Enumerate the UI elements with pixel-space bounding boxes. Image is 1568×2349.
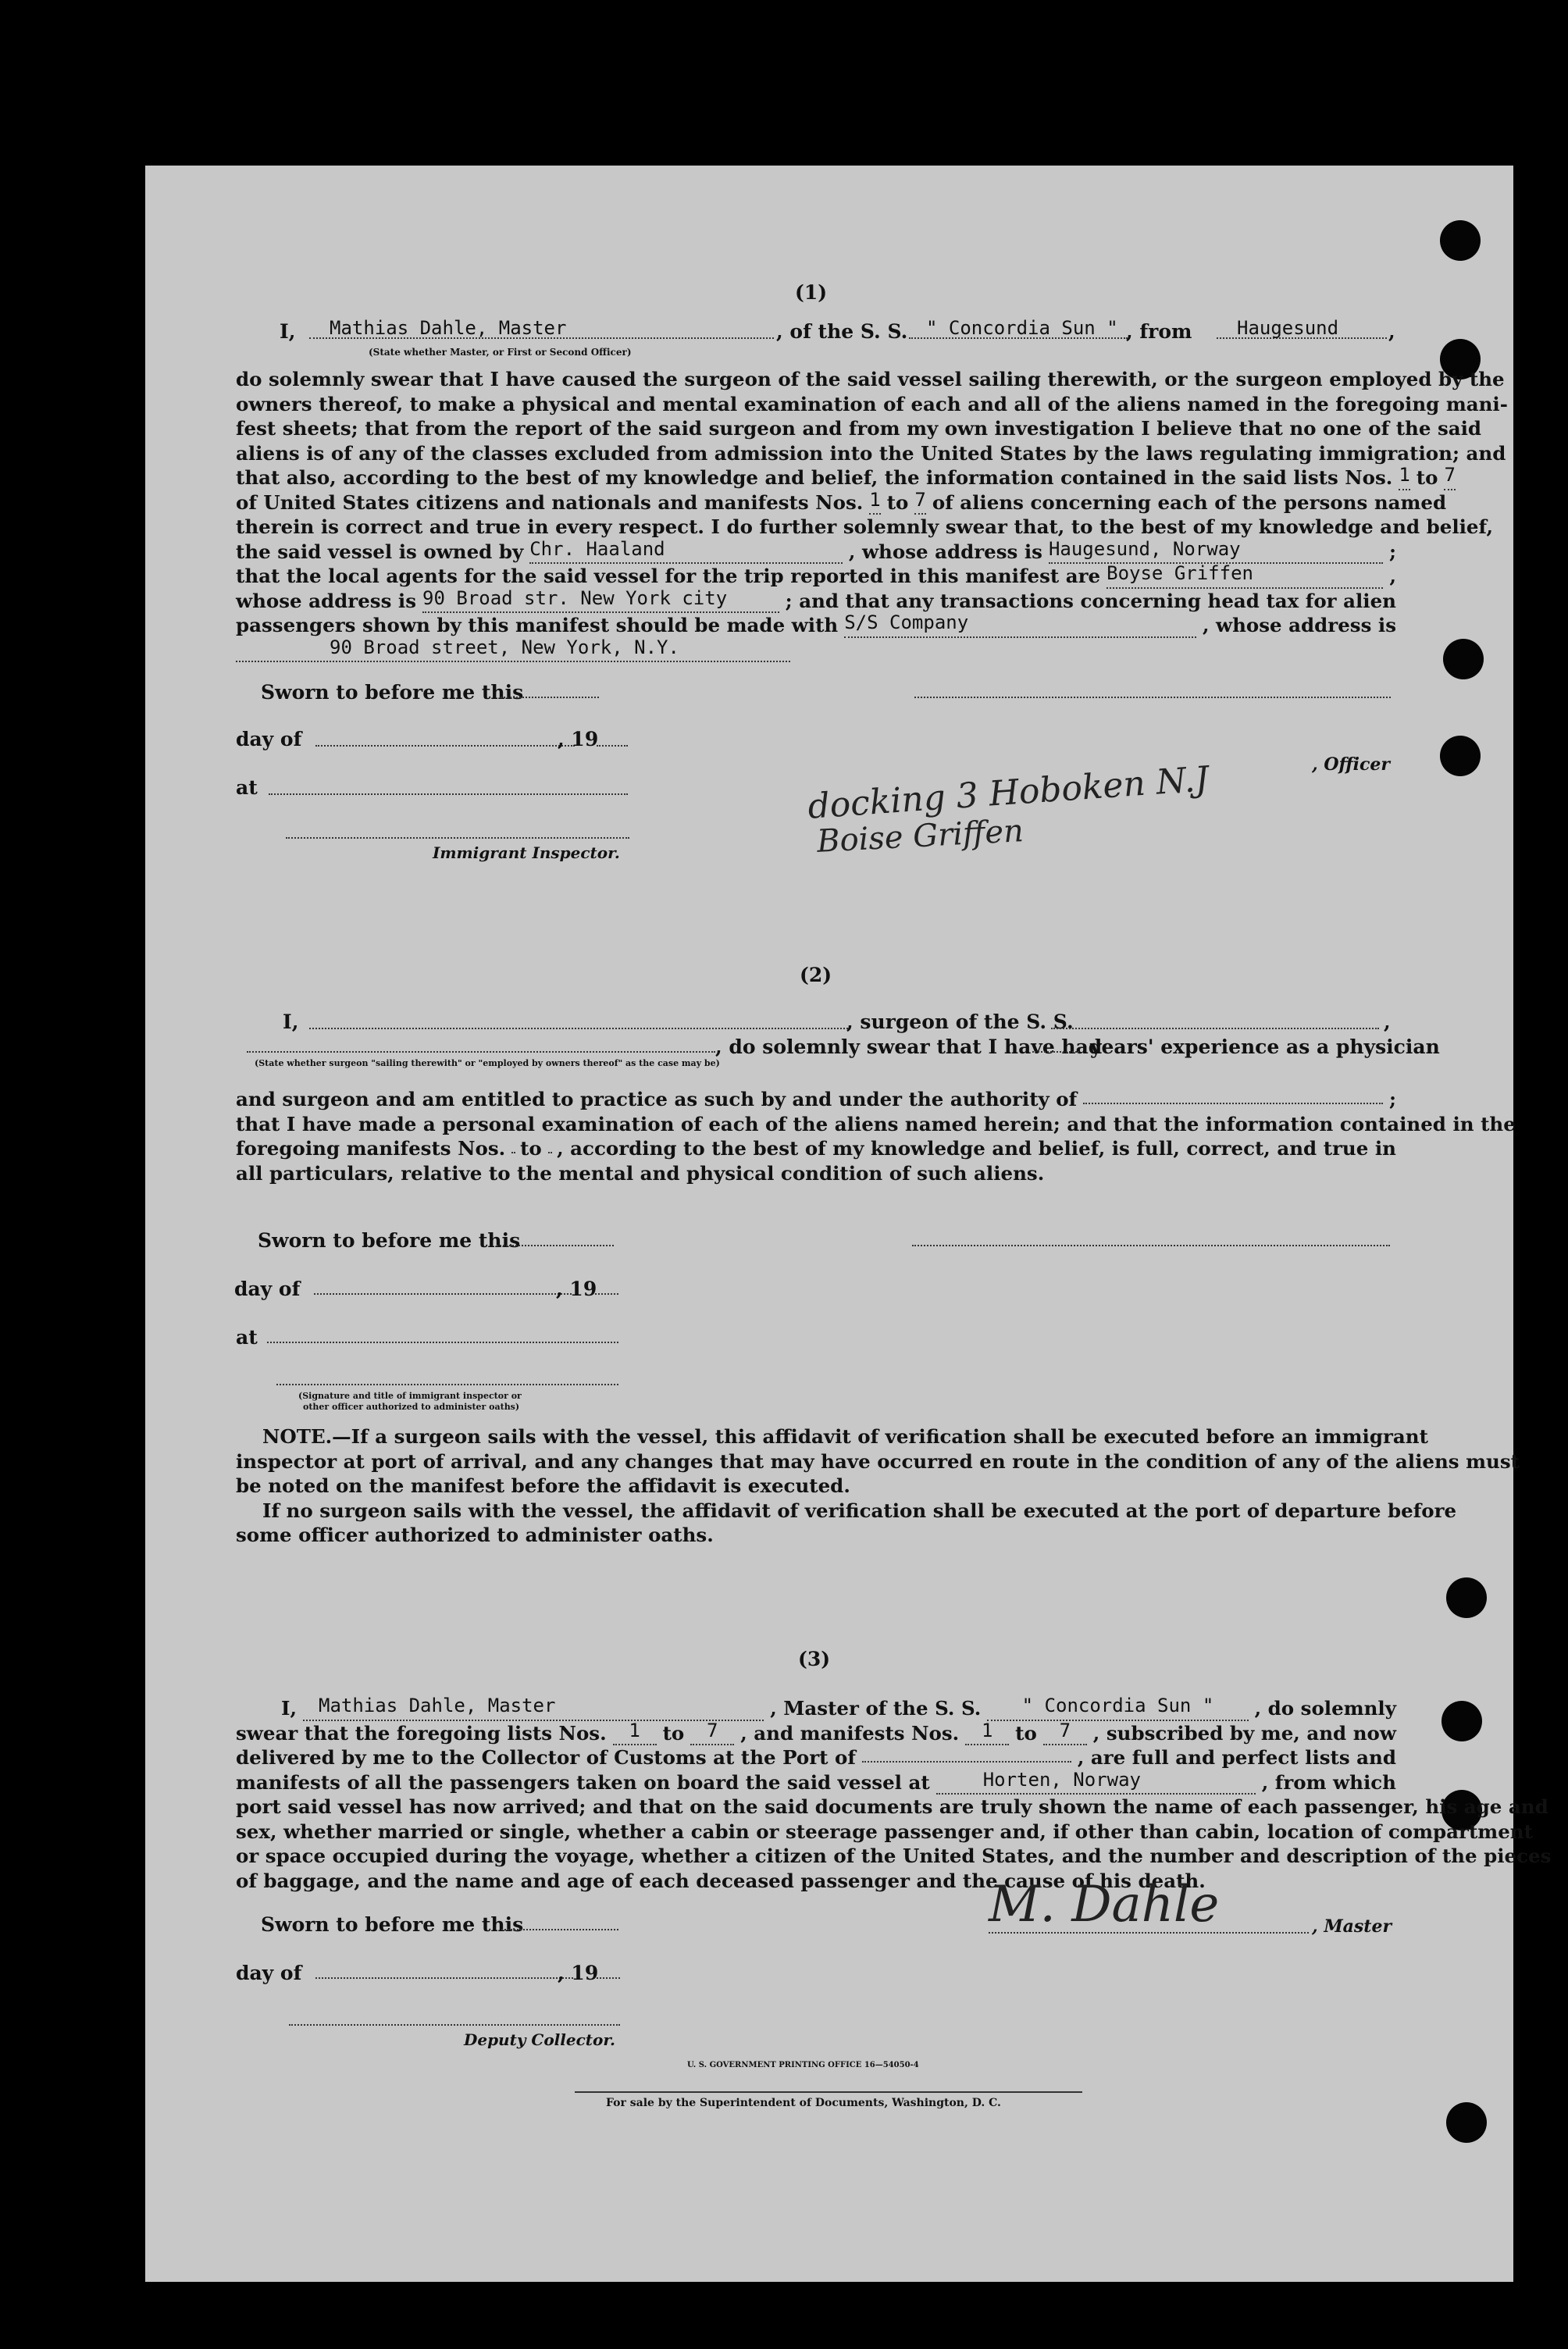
vessel-field[interactable] [909, 319, 1128, 339]
at-text: at [236, 1326, 258, 1349]
year-value: 19 [571, 728, 599, 750]
master-name-value: Mathias Dahle, Master [330, 317, 567, 339]
body-text: , according to the best of my knowledge and belief, is full, correct, and true in [557, 1137, 1396, 1160]
body-text: to [520, 1137, 542, 1160]
port-value: Haugesund [1237, 317, 1339, 339]
body-line [236, 586, 1396, 614]
agents-field[interactable]: Boyse Griffen [1107, 564, 1383, 589]
body-text: aliens is of any of the classes excluded from admission into the United States by the laws regulating immigration; and [236, 441, 1506, 465]
note-line [236, 1474, 1396, 1499]
body-text: of aliens concerning each of the persons named [932, 490, 1447, 514]
section2-body [236, 1087, 1516, 1185]
body-text: that I have made a personal examination of each of the aliens named herein; and that the information contained in the [236, 1112, 1516, 1135]
day-of-text: day of [236, 1962, 302, 1984]
swear-text: , do solemnly swear that I have had [715, 1035, 1103, 1058]
body-line: that the local agents for the said vessel for the trip reported in this manifest are Boyse Griffen , [236, 562, 1396, 587]
lists-to-field[interactable]: 7 [1444, 465, 1455, 490]
sworn-text: Sworn to before me this [258, 1229, 521, 1252]
year-line[interactable] [595, 1293, 618, 1295]
body-text: , subscribed by me, and now [1092, 1721, 1396, 1745]
body-line: and surgeon and am entitled to practice as such by and under the authority of ; [236, 1088, 1396, 1110]
body-text: all particulars, relative to the mental and physical condition of such aliens. [236, 1161, 1045, 1185]
manifests-from-field[interactable]: 1 [869, 490, 880, 515]
body-line [236, 392, 1508, 417]
at-line[interactable] [269, 793, 628, 795]
day-of-text: day of [234, 1278, 301, 1300]
sworn-text: Sworn to before me this [261, 1913, 524, 1936]
to-text: to [662, 1721, 685, 1745]
of-the-ss-text: , of the S. S. [776, 320, 908, 343]
for-sale-text: For sale by the Superintendent of Documents, Washington, D. C. [606, 2097, 1001, 2109]
departure-port-field[interactable]: Horten, Norway [936, 1770, 1256, 1795]
day-line[interactable] [315, 745, 575, 747]
body-line [236, 464, 1456, 490]
body-line [236, 488, 1447, 515]
at-line[interactable] [267, 1342, 618, 1343]
body-text: manifests of all the passengers taken on board the said vessel at [236, 1770, 930, 1794]
body-line [236, 367, 1505, 392]
note-text: some officer authorized to administer oaths. [236, 1524, 714, 1546]
body-line [236, 1136, 1396, 1161]
year-line[interactable] [597, 1977, 620, 1979]
body-line [236, 1795, 1548, 1820]
body-line [236, 1844, 1552, 1869]
day-line[interactable] [314, 1293, 572, 1295]
printing-office: U. S. GOVERNMENT PRINTING OFFICE 16—54050-4 [687, 2061, 919, 2069]
lists-to-field[interactable]: 7 [690, 1721, 734, 1746]
body-line [236, 416, 1482, 441]
section-number: (1) [795, 281, 828, 304]
body-line [236, 1745, 1396, 1770]
at-text: at [236, 776, 258, 799]
to-text: to [1015, 1721, 1037, 1745]
inspector-line[interactable] [286, 837, 629, 839]
section-number: (3) [798, 1648, 831, 1670]
body-text: therein is correct and true in every respect. I do further solemnly swear that, to the best of my knowledge and belief, [236, 515, 1494, 538]
year-line[interactable] [597, 745, 628, 747]
year-text: , 19 [558, 728, 599, 750]
surgeon-hint: (State whether surgeon "sailing therewith" or "employed by owners thereof" as the case may be) [255, 1058, 720, 1068]
body-text: of United States citizens and nationals and manifests Nos. [236, 490, 864, 514]
year-text: , 19 [556, 1278, 597, 1300]
lists-from-field[interactable]: 1 [1399, 465, 1409, 490]
punch-hole [1440, 736, 1481, 776]
surgeon-of-text: , surgeon of the S. S. [846, 1011, 1074, 1033]
body-text: do solemnly swear that I have caused the surgeon of the said vessel sailing therewith, or the surgeon employed by the [236, 368, 1505, 390]
body-text: , whose address is [1202, 614, 1396, 636]
handwritten-note: docking 3 Hoboken N.J [806, 759, 1210, 827]
text-i: I, [281, 1697, 297, 1720]
body-text: , from which [1261, 1770, 1396, 1794]
body-text: the said vessel is owned by [236, 540, 524, 563]
year-value: 19 [569, 1278, 597, 1300]
deputy-label: Deputy Collector. [464, 2030, 616, 2049]
to-text: to [886, 490, 909, 514]
master-label: , Master [1312, 1916, 1392, 1937]
body-line [236, 1696, 1396, 1721]
body-text: , are full and perfect lists and [1077, 1746, 1396, 1769]
form-sheet [145, 166, 1552, 2282]
body-line [236, 1161, 1396, 1186]
comma: , [1384, 1011, 1391, 1033]
footer-rule [575, 2091, 1082, 2093]
inspector-label: Immigrant Inspector. [433, 843, 620, 862]
master-name-field[interactable] [309, 319, 774, 339]
section1-body [236, 367, 1508, 662]
tax-address-field[interactable]: 90 Broad street, New York, N.Y. [236, 638, 790, 663]
body-line [236, 1869, 1396, 1894]
body-text: that the local agents for the said vessel for the trip reported in this manifest are [236, 565, 1101, 587]
body-line [236, 1721, 1396, 1746]
body-text: of baggage, and the name and age of each deceased passenger and the cause of his death. [236, 1869, 1206, 1892]
agents-address-field[interactable]: 90 Broad str. New York city [422, 589, 779, 614]
surgeon-status-line[interactable] [247, 1051, 715, 1053]
body-text: , and manifests Nos. [740, 1721, 960, 1745]
manifests-to-field[interactable]: 7 [1043, 1721, 1087, 1746]
body-text: passengers shown by this manifest should be made with [236, 614, 839, 636]
sworn-text: Sworn to before me this [261, 681, 524, 704]
years-text: years' experience as a physician [1090, 1035, 1440, 1058]
to-text: to [1416, 466, 1438, 489]
section3-body [236, 1695, 1552, 1893]
body-line [236, 613, 1396, 638]
years-line[interactable] [1032, 1051, 1079, 1053]
tax-company-field[interactable]: S/S Company [844, 613, 1196, 638]
manifests-from-field[interactable]: 1 [965, 1721, 1009, 1746]
punch-hole [1441, 1701, 1482, 1741]
signature-hint: (Signature and title of immigrant inspector or [298, 1391, 522, 1401]
inspector-signature-line[interactable] [912, 1245, 1390, 1246]
vessel-value: " Concordia Sun " [926, 317, 1118, 339]
text-i: I, [283, 1011, 299, 1033]
body-text: delivered by me to the Collector of Customs at the Port of [236, 1746, 856, 1769]
section-number: (2) [800, 964, 832, 986]
comma: , [1388, 320, 1395, 343]
body-line [236, 638, 1396, 663]
note-text: If no surgeon sails with the vessel, the affidavit of verification shall be executed at the port of departure before [262, 1499, 1457, 1522]
body-line [236, 441, 1506, 466]
body-text: swear that the foregoing lists Nos. [236, 1721, 607, 1745]
body-text: port said vessel has now arrived; and that on the said documents are truly shown the name of each passenger, his age and [236, 1795, 1548, 1818]
text-i: I, [280, 320, 296, 343]
officer-label: , Officer [1312, 754, 1391, 775]
body-line [236, 1820, 1533, 1845]
officer-signature-line[interactable] [914, 697, 1391, 698]
note-text: inspector at port of arrival, and any changes that may have occurred en route in the condition of any of the aliens must [236, 1449, 1520, 1473]
manifests-to-field[interactable]: 7 [914, 490, 925, 515]
owner-field[interactable]: Chr. Haaland [529, 540, 843, 565]
note-text: be noted on the manifest before the affidavit is executed. [236, 1474, 850, 1497]
body-text: or space occupied during the voyage, whether a citizen of the United States, and the number and description of the pieces [236, 1845, 1552, 1867]
from-text: , from [1126, 320, 1192, 343]
punch-hole [1446, 1577, 1487, 1618]
body-text: whose address is [236, 589, 417, 612]
master-hint: (State whether Master, or First or Second Officer) [369, 347, 632, 358]
body-text: , whose address is [848, 540, 1042, 563]
body-text: that also, according to the best of my knowledge and belief, the information contained in the said lists Nos. [236, 466, 1393, 489]
vessel-line[interactable] [1051, 1028, 1379, 1029]
collector-port-line[interactable] [862, 1745, 1071, 1763]
day-of-text: day of [236, 728, 302, 750]
body-text: ; and that any transactions concerning head tax for alien [785, 589, 1396, 612]
body-line [236, 1770, 1396, 1795]
sworn-line[interactable] [497, 1245, 614, 1246]
signature-line[interactable] [276, 1384, 618, 1385]
day-line[interactable] [315, 1977, 573, 1979]
manifests-to-line[interactable] [548, 1136, 551, 1153]
year-value: 19 [571, 1962, 599, 1984]
body-text: owners thereof, to make a physical and mental examination of each and all of the aliens named in the foregoing mani- [236, 392, 1508, 415]
manifests-from-line[interactable] [511, 1136, 514, 1153]
handwritten-note: Boise Griffen [815, 813, 1025, 860]
punch-hole [1440, 220, 1481, 261]
body-line: the said vessel is owned by Chr. Haaland , whose address is Haugesund, Norway ; [236, 537, 1396, 563]
surgeon-name-line[interactable] [309, 1028, 848, 1029]
body-line [236, 1112, 1516, 1137]
master-name-field[interactable]: Mathias Dahle, Master [303, 1696, 764, 1721]
note-text: NOTE.—If a surgeon sails with the vessel, this affidavit of verification shall be executed before an immigrant [262, 1425, 1428, 1448]
body-text: fest sheets; that from the report of the said surgeon and from my own investigation I believe that no one of the said [236, 417, 1482, 440]
punch-hole [1446, 2102, 1487, 2143]
note-block [236, 1424, 1520, 1548]
year-text: , 19 [558, 1962, 599, 1984]
note-line [236, 1499, 1457, 1524]
body-line [236, 515, 1494, 540]
body-text: , do solemnly [1254, 1697, 1396, 1720]
authority-line[interactable] [1083, 1087, 1383, 1104]
body-text: and surgeon and am entitled to practice as such by and under the authority of [236, 1088, 1078, 1110]
punch-hole [1443, 639, 1484, 679]
body-text: foregoing manifests Nos. [236, 1137, 506, 1160]
signature-hint: other officer authorized to administer oaths) [303, 1402, 520, 1412]
sworn-line[interactable] [501, 697, 599, 698]
master-signature: M. Dahle [989, 1876, 1220, 1934]
sworn-line[interactable] [501, 1929, 618, 1930]
deputy-line[interactable] [289, 2024, 620, 2026]
body-text: sex, whether married or single, whether a cabin or steerage passenger and, if other than cabin, location of compartment [236, 1820, 1533, 1843]
vessel-field[interactable]: " Concordia Sun " [987, 1696, 1248, 1721]
note-line [236, 1449, 1520, 1474]
owner-address-field[interactable]: Haugesund, Norway [1049, 540, 1383, 565]
note-line [236, 1523, 1396, 1548]
port-field[interactable] [1217, 319, 1387, 339]
body-text: , Master of the S. S. [770, 1697, 982, 1720]
affidavit-line-1 [280, 322, 295, 341]
lists-from-field[interactable]: 1 [613, 1721, 657, 1746]
note-line [236, 1424, 1428, 1449]
